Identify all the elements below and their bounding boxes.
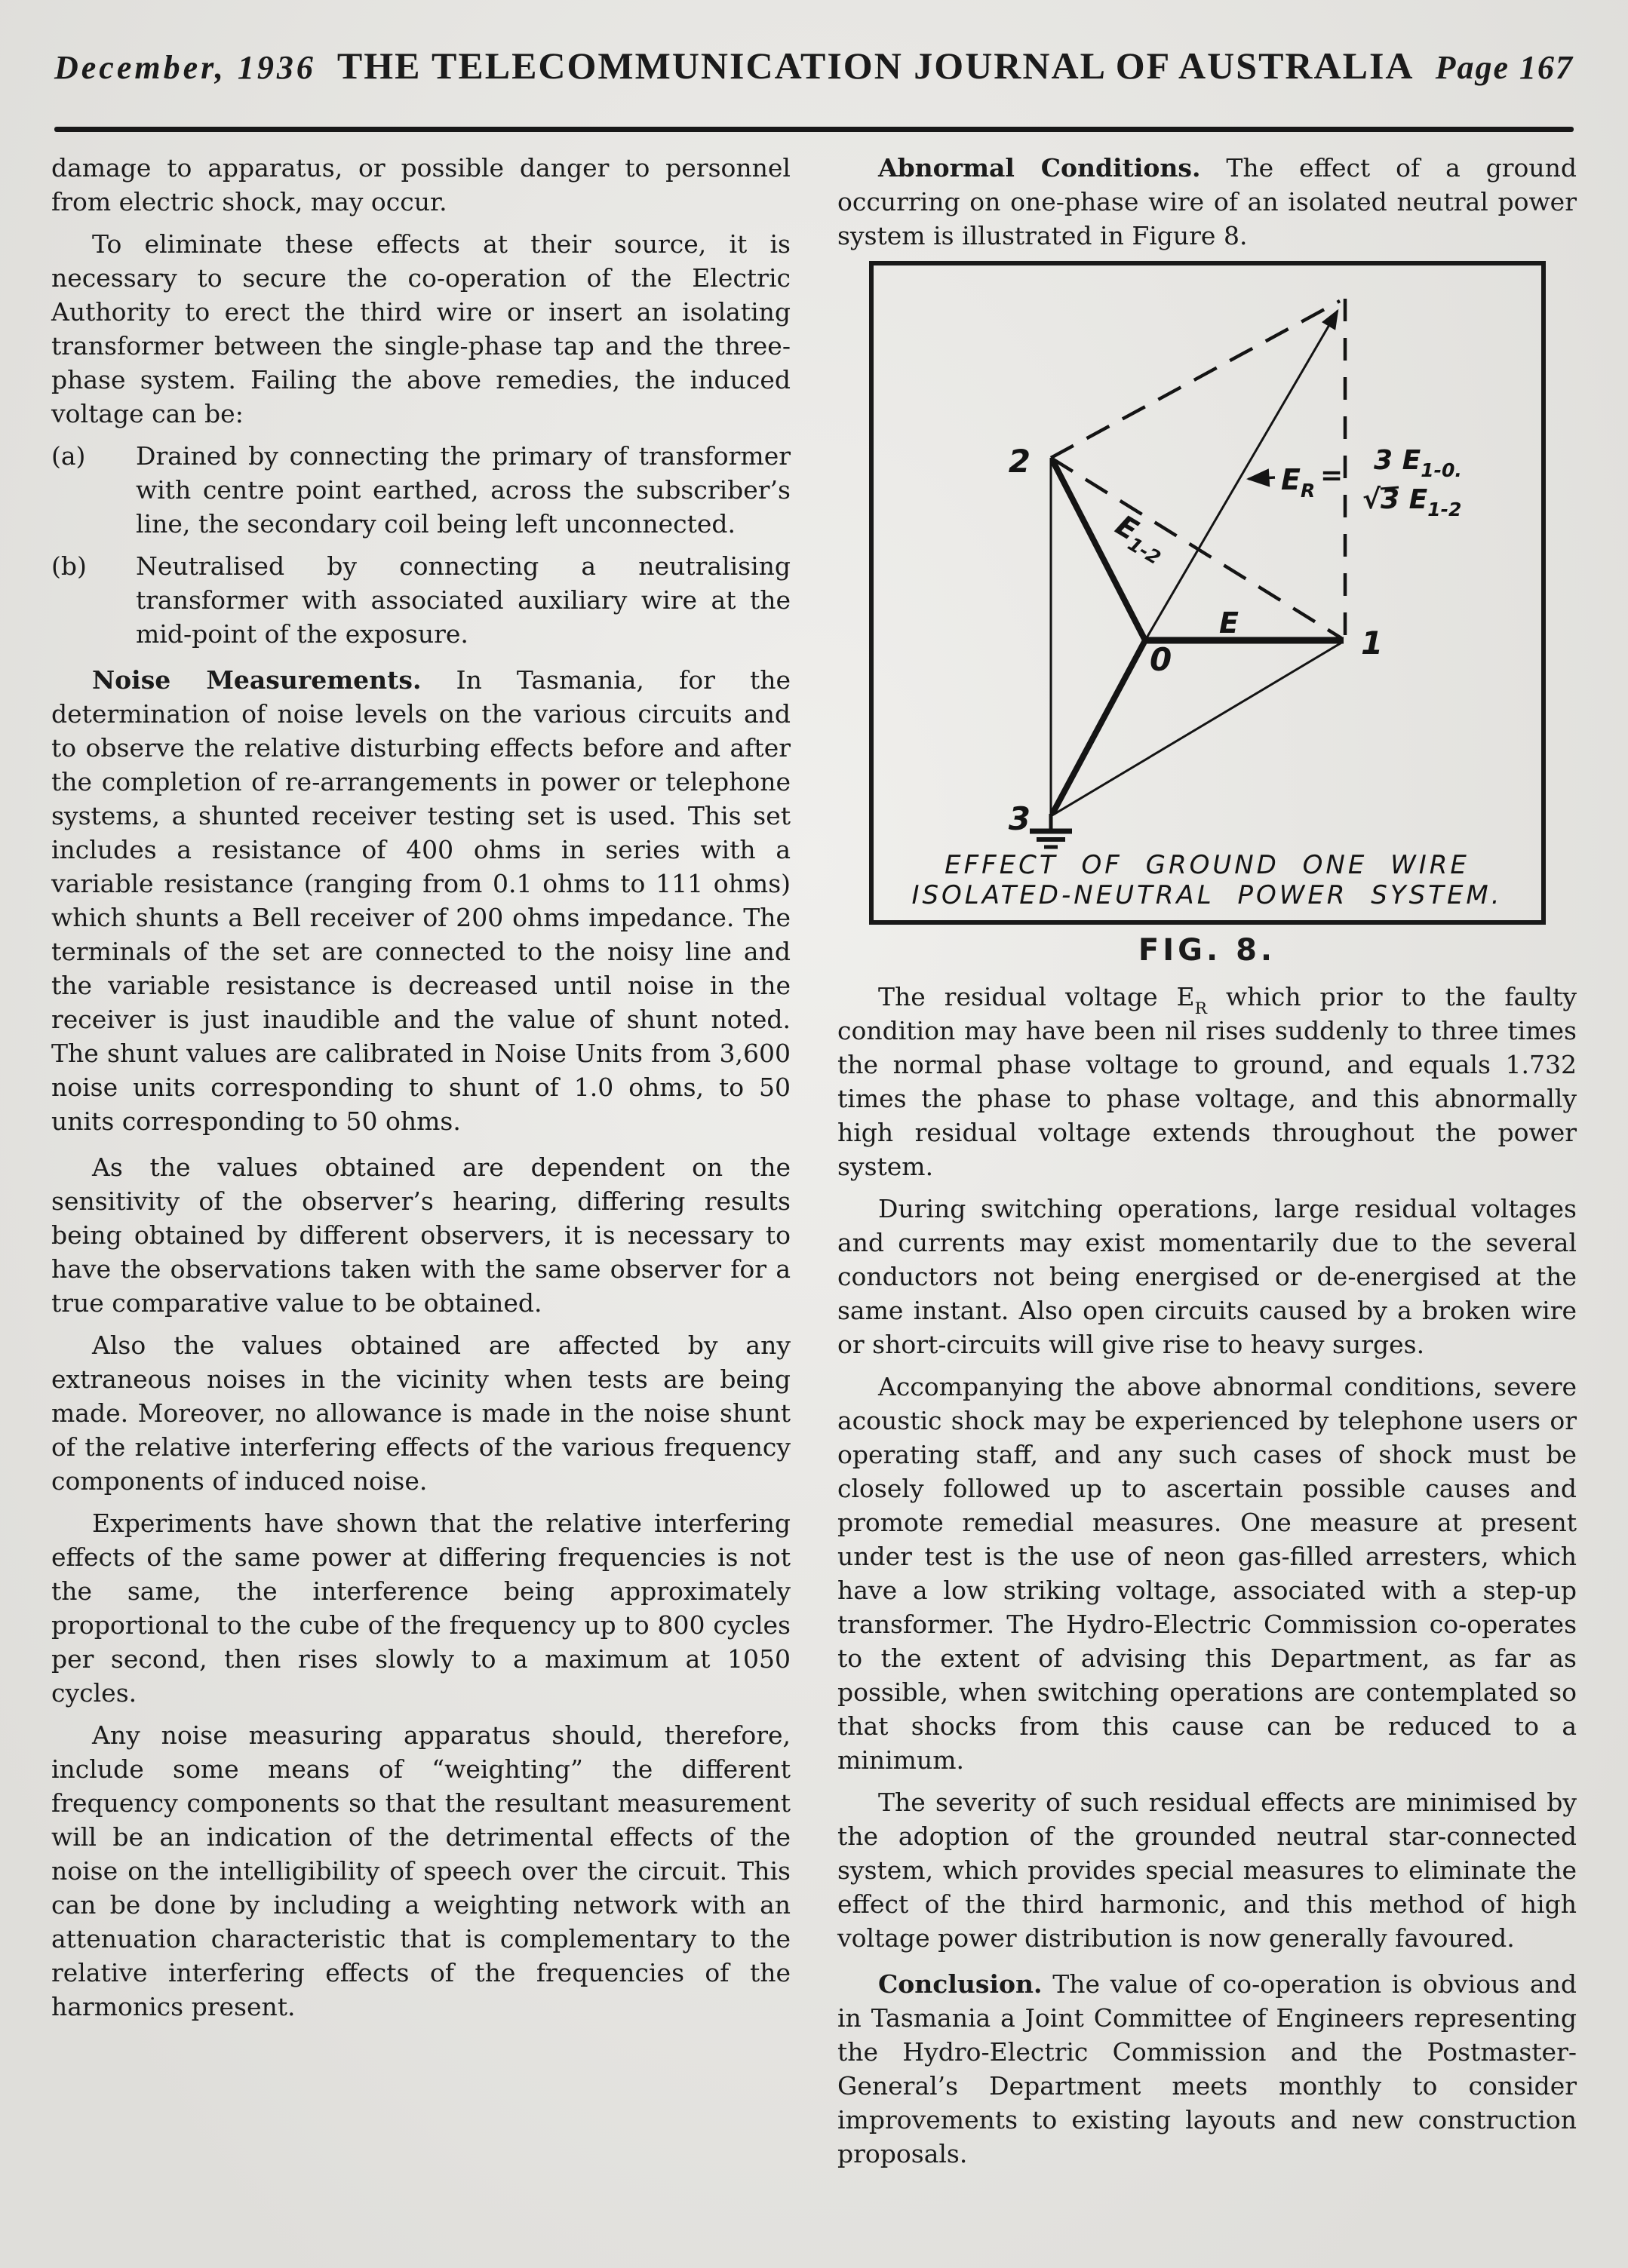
section-lead: Abnormal Conditions. <box>878 153 1201 183</box>
paragraph-abnormal-conditions <box>837 151 1577 253</box>
label-E1-2: $E_{1-2}$ <box>1109 508 1165 569</box>
paragraph-text: The value of co-operation is obvious and in Tasmania a Joint Committee of Engineers representing the Hydro-Electric Commission and the Postmaster-General’s Department meets monthly to consider improvements to existing layouts and new construction proposals. <box>837 1969 1577 2168</box>
figure-number-label: FIG. 8. <box>1138 933 1276 968</box>
radical-vinculum <box>1381 487 1399 489</box>
vector-diagram <box>874 265 1541 920</box>
figure-8 <box>869 261 1546 925</box>
paragraph: Also the values obtained are affected by any extraneous noises in the vicinity when tests are being made. Moreover, no allowance is made in the noise shunt of the relative interfering effects of the various frequency components of induced noise. <box>51 1330 791 1496</box>
label-equals: = <box>1319 460 1343 491</box>
list-item-text: Drained by connecting the primary of transformer with centre point earthed, across the subscriber’s line, the secondary coil being left unconnected. <box>136 441 791 539</box>
issue-date: December, 1936 <box>54 49 316 86</box>
paragraph-text: which prior to the faulty condition may have been nil rises suddenly to three times the normal phase voltage to ground, and equals 1.732 times the phase to phase voltage, and this abnormally high residual voltage extends throughout the power system. <box>837 982 1577 1181</box>
node-label-2: 2 <box>1008 443 1031 480</box>
journal-title: THE TELECOMMUNICATION JOURNAL OF AUSTRALIA <box>336 45 1415 87</box>
two-column-body <box>51 151 1577 2179</box>
paragraph: The severity of such residual effects are minimised by the adoption of the grounded neutral star-connected system, which provides special measures to eliminate the effect of the third harmonic, and this method of high voltage power distribution is now generally favoured. <box>837 1788 1577 1953</box>
right-column <box>837 151 1577 2179</box>
paragraph: As the values obtained are dependent on the sensitivity of the observer’s hearing, differing results being obtained by different observers, it is necessary to have the observations taken with the same observer for a true comparative value to be obtained. <box>51 1152 791 1318</box>
paragraph-noise-measurements <box>51 663 791 1138</box>
masthead <box>54 44 1574 87</box>
paragraph: To eliminate these effects at their source, it is necessary to secure the co-operation of the Electric Authority to erect the third wire or insert an isolating transformer between the single-phase tap and the three-phase system. Failing the above remedies, the induced voltage can be: <box>51 229 791 428</box>
section-lead: Conclusion. <box>878 1969 1043 1999</box>
paragraph-residual-voltage <box>837 980 1577 1183</box>
list-marker: (b) <box>51 551 87 581</box>
paragraph-text: In Tasmania, for the determination of noise levels on the various circuits and to observe the relative disturbing effects before and after the completion of re-arrangements in power or telephone systems, a shunted receiver testing set is used. This set includes a resistance of 400 ohms in series with a variable resistance (ranging from 0.1 ohms to 111 ohms) which shunts a Bell receiver of 200 ohms impedance. The terminals of the set are connected to the noisy line and the variable resistance is decreased until noise in the receiver is just inaudible and the value of shunt noted. The shunt values are calibrated in Noise Units from 3,600 noise units corresponding to shunt of 1.0 ohms, to 50 units corresponding to 50 ohms. <box>51 665 791 1136</box>
paragraph: damage to apparatus, or possible danger to personnel from electric shock, may occur. <box>51 153 791 216</box>
section-lead: Noise Measurements. <box>92 665 422 695</box>
paragraph-conclusion <box>837 1967 1577 2171</box>
figure-caption-line1: EFFECT OF GROUND ONE WIRE <box>944 850 1470 880</box>
node-label-0: 0 <box>1149 641 1172 678</box>
paragraph-text: The effect of a ground occurring on one-phase wire of an isolated neutral power system is illustrated in Figure 8. <box>837 153 1577 250</box>
dashed-construction-lines <box>1051 299 1345 638</box>
residual-voltage-vector <box>1145 311 1338 640</box>
earth-ground-icon <box>1030 814 1072 847</box>
list-item-a <box>51 439 791 541</box>
paragraph: Accompanying the above abnormal conditions, severe acoustic shock may be experienced by telephone users or operating staff, and any such cases of shock must be closely followed up to ascertain possible causes and promote remedial measures. One measure at present under test is the use of neon gas-filled arresters, which have a low striking voltage, associated with a step-up transformer. The Hydro-Electric Commission co-operates to the extent of advising this Department, as far as possible, when switching operations are contemplated so that shocks from this cause can be reduced to a minimum. <box>837 1372 1577 1775</box>
label-ER: $E_R$ <box>1280 463 1315 502</box>
label-E: E <box>1218 606 1239 640</box>
paragraph-text: The residual voltage E <box>878 982 1195 1011</box>
list-item-text: Neutralised by connecting a neutralising transformer with associated auxiliary wire at the mid-point of the exposure. <box>136 551 791 649</box>
node-label-1: 1 <box>1360 625 1383 661</box>
node-label-3: 3 <box>1008 800 1031 837</box>
list-item-b <box>51 549 791 651</box>
label-sqrt3-E1-2: √3 $E_{1-2}$ <box>1362 484 1461 520</box>
phase-vectors <box>1052 460 1344 814</box>
paragraph: During switching operations, large residual voltages and currents may exist momentarily due to the several conductors not being energised or de-energised at the same instant. Also open circuits caused by a broken wire or short-circuits will give rise to heavy surges. <box>837 1194 1577 1359</box>
er-pointer-arrow <box>1249 477 1275 479</box>
figure-caption-line2: ISOLATED-NEUTRAL POWER SYSTEM. <box>911 880 1503 910</box>
paragraph: Any noise measuring apparatus should, therefore, include some means of “weighting” the different frequency components so that the resultant measurement will be an indication of the detrimental effects of the noise on the intelligibility of speech over the circuit. This can be done by including a weighting network with an attenuation characteristic that is complementary to the relative interfering effects of the frequencies of the harmonics present. <box>51 1720 791 2021</box>
left-column <box>51 151 791 2179</box>
label-3-E1-0: 3 $E_{1-0.}$ <box>1373 445 1462 481</box>
paragraph: Experiments have shown that the relative interfering effects of the same power at differing frequencies is not the same, the interference being approximately proportional to the cube of the frequency up to 800 cycles per second, then rises slowly to a maximum at 1050 cycles. <box>51 1508 791 1708</box>
header-rule <box>54 127 1574 132</box>
subscript-R: R <box>1194 999 1207 1018</box>
list-marker: (a) <box>51 441 86 471</box>
page-number: Page 167 <box>1435 49 1574 86</box>
